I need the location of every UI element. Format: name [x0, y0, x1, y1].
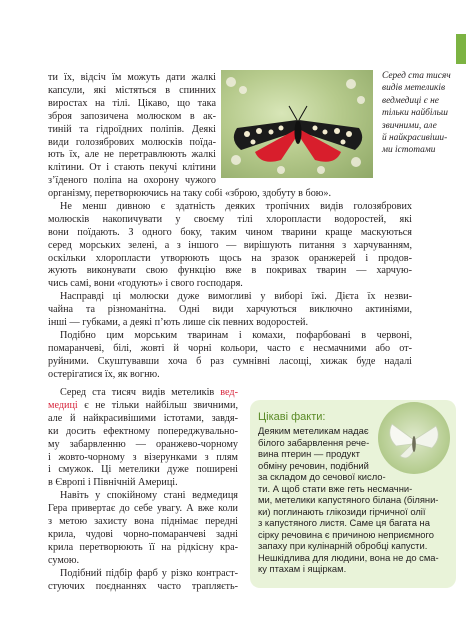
text-fragment: є не тільки найбільш звичними, — [77, 399, 238, 411]
text-line: Нешкідлива для людини, вона не до сма- — [258, 551, 439, 563]
caption-line: ми істотами — [382, 145, 436, 156]
caption-line: видів метеликів — [382, 83, 446, 94]
text-line: ти. А щоб стати вже геть несмачни- — [258, 482, 413, 494]
text-line: Подібний підбір фарб у різко контраст- — [60, 567, 238, 579]
text-line: Не менш дивною є здатність деяких тропічних видів голозябрових — [60, 200, 412, 212]
text-line: чайна та різноманітна. Одні види харчуються виключно актиніями, — [48, 304, 412, 316]
text-line: вина птерин — продукт — [258, 448, 360, 459]
text-line: види голозябрових молюсків поїда- — [48, 136, 216, 148]
moth-photo — [221, 70, 373, 178]
text-line: тиній та гідроїдних поліпів. Деякі — [48, 123, 216, 135]
text-line: капсули, які містяться в спинних — [48, 84, 216, 96]
text-line: за складом до сечової кисло- — [258, 471, 386, 482]
caption-line: тільки найбільш — [382, 108, 448, 119]
caption-line: ведмедиці є не — [382, 95, 439, 106]
text-line: Подібно цим морським тваринам і комахи, пофарбовані в червоні, — [60, 329, 412, 341]
text-line: помаранчеві, білі, жовті й чорні кольори, часто є несмачними або от- — [48, 342, 412, 354]
fact-title: Цікаві факти: — [258, 411, 326, 423]
text-line: з метою захисту вона піднімає передні — [48, 516, 238, 528]
text-line: організму, перетворюючись на таку собі «зброю, здобуту в бою». — [48, 188, 332, 199]
text-line: клітини. От і стають пекучі клітини — [48, 162, 216, 174]
text-line: оскільки хлоропласти утворюють щось на зразок оранжерей і продов- — [48, 252, 412, 264]
text-line: му забарвленню — оранжево-чорному — [48, 438, 238, 450]
text-line: серед морських зелені, а з іншого — вирішують питання з харчуванням, — [48, 239, 412, 251]
caption-line: звичними, але — [382, 120, 437, 131]
highlight-term: медиці — [48, 399, 78, 411]
text-line: ки досить ефектному попереджувально- — [48, 425, 238, 437]
text-line: в Європі і Північній Америці. — [48, 477, 178, 489]
text-line: ки) поглинають глікозиди гірчичної олії — [258, 505, 426, 517]
text-line: ку птахам і ящіркам. — [258, 563, 347, 574]
text-line: руйними. Скуштувавши хоча б раз сумнівні ласощі, хижак буде надалі — [48, 355, 412, 367]
text-line: але й найкрасивішими істотами, завдя- — [48, 412, 238, 424]
text-line: білого забарвлення рече- — [258, 436, 370, 448]
text-line: сумою. — [48, 554, 80, 566]
text-line: ють їх, але не перетравлюють жалкі — [48, 149, 216, 161]
text-line: ми, метелики капустяного біланa (біляни- — [258, 494, 439, 505]
text-line: і смужок. Ці метелики дуже поширені — [48, 464, 238, 476]
text-line: з капустяного листя. Саме ця багата на — [258, 517, 430, 528]
text-line: обміну речовин, подібний — [258, 459, 369, 471]
text-line: ти їх, відсіч їм можуть дати жалкі — [48, 72, 216, 83]
text-line: сірку речовина є причиною неприємного — [258, 528, 434, 540]
text-line: молюсків накопичувати у своєму тілі хлоропласти водоростей, які — [48, 213, 412, 225]
text-line: Навіть у спокійному стані ведмедиця — [60, 490, 238, 502]
text-line: Гера привертає до себе увагу. А вже коли — [48, 503, 238, 515]
text-line: з’їденого поліпа на охорону чужого — [48, 175, 216, 187]
photo-caption — [382, 70, 458, 157]
text-line: остерігатися їх, як вогню. — [48, 368, 160, 380]
text-line: зброя запозичена молюском в ак- — [48, 110, 216, 122]
text-line: жують виконувати свою функцію вже в покривах тварин — харчую- — [48, 265, 412, 277]
text-line: крила, чудові чорно-помаранчеві задні — [48, 528, 238, 540]
text-line — [48, 387, 238, 400]
text-line — [48, 400, 238, 413]
text-line: Деяким метеликам надає — [258, 425, 369, 436]
fact-text — [258, 425, 448, 575]
caption-line: Серед ста тисяч — [382, 71, 451, 81]
text-line: запаху при кулінарній обробці капусти. — [258, 540, 428, 551]
chapter-tab — [456, 34, 466, 64]
text-line: стуючих поєднаннях часто трапляєть- — [48, 580, 238, 592]
highlight-term: вед- — [220, 387, 238, 398]
text-line: інші — губками, а деякі п’ють лише сік певних водоростей. — [48, 317, 308, 329]
text-full-width — [48, 188, 412, 382]
text-line: Насправді ці молюски дуже вимогливі у виборі їжі. Дієта їх незви- — [60, 291, 412, 303]
text-column-bottom — [48, 387, 238, 594]
text-line: крила перетворюють її на рідкісну кра- — [48, 541, 238, 553]
text-line: виростах на тілі. Цікаво, що така — [48, 97, 216, 109]
text-line: вони поїдають. З одного боку, таким чином тварини краще маскуються — [48, 226, 412, 238]
text-column-top — [48, 72, 216, 188]
text-line: чись самі, вони «годують» і свого господаря. — [48, 278, 243, 290]
text-line: і жовто-чорному з візерунками з плям — [48, 451, 238, 463]
text-fragment: Серед ста тисяч видів метеликів — [60, 387, 221, 398]
caption-line: й найкрасивіши- — [382, 133, 448, 144]
